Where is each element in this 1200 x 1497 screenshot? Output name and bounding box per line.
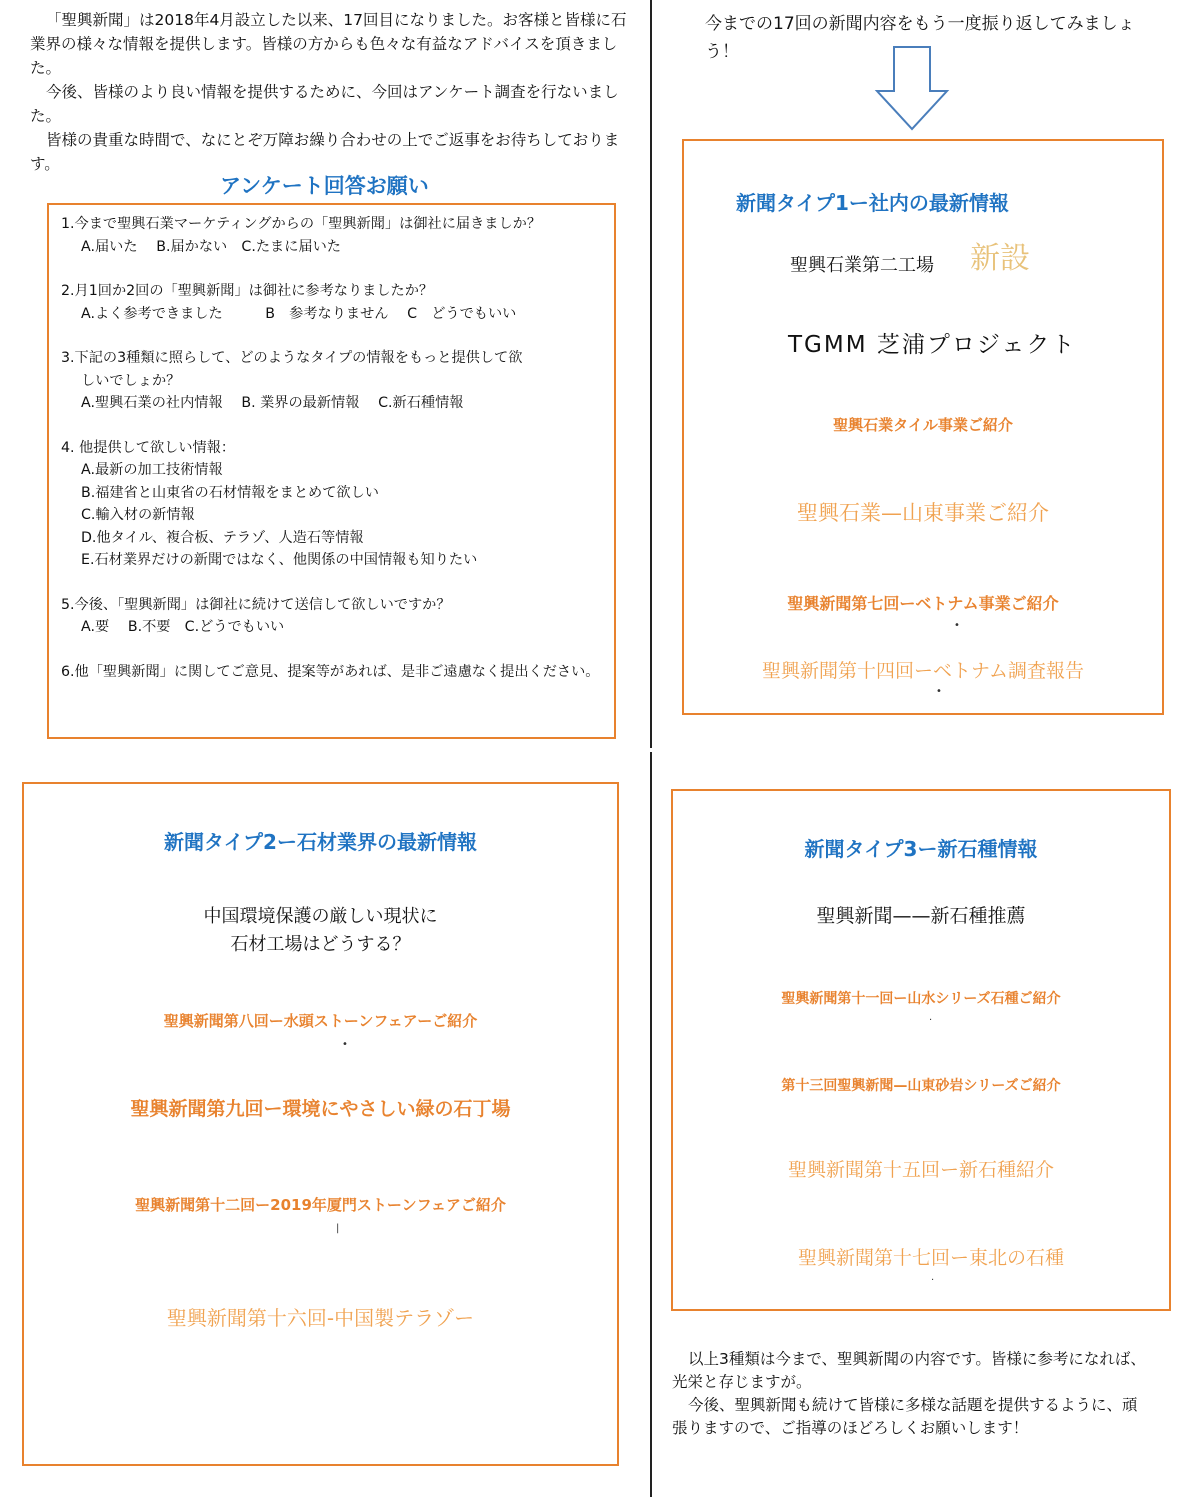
newspaper-type-2-box (22, 782, 619, 1466)
type-1-dot-2: • (936, 686, 942, 697)
survey-question-4-option-e: E.石材業界だけの新聞ではなく、他関係の中国情報も知りたい (81, 552, 478, 568)
intro-paragraph-2: 今後、皆様のより良い情報を提供するために、今回はアンケート調査を行ないました。 (30, 83, 619, 125)
type-2-headline-1: 中国環境保護の厳しい現状に (203, 906, 438, 927)
survey-question-5-options: A.要 B.不要 C.どうでもいい (81, 619, 285, 635)
survey-question-1-text: 1.今まで聖興石業マーケティングからの「聖興新聞」は御社に届きましか？ (61, 216, 542, 232)
type-3-item-2: 第十三回聖興新聞—山東砂岩シリーズご紹介 (781, 1078, 1061, 1094)
type-1-new-badge: 新設 (970, 241, 1030, 276)
survey-question-4-text: 4. 他提供して欲しい情報： (61, 439, 236, 456)
survey-question-4-option-b: B.福建省と山東省の石材情報をまとめて欲しい (81, 484, 379, 501)
survey-question-5 (61, 594, 602, 639)
type-3-title: 新聞タイプ3ー新石種情報 (804, 837, 1038, 861)
survey-question-4 (61, 437, 602, 572)
column-divider-bottom (650, 752, 652, 1497)
survey-question-3-text-cont: しいでしょか？ (81, 372, 181, 389)
type-2-headline-2: 石材工場はどうする？ (230, 934, 411, 955)
type-2-item-2: 聖興新聞第九回ー環境にやさしい緑の石丁場 (130, 1098, 511, 1120)
down-arrow-icon (874, 45, 950, 135)
column-divider-top (650, 0, 652, 748)
survey-question-5-text: 5.今後、「聖興新聞」は御社に続けて送信して欲しいですか？ (61, 596, 451, 613)
survey-question-2-text: 2.月1回か2回の「聖興新聞」は御社に参考なりましたか？ (61, 283, 434, 299)
survey-question-1 (61, 213, 602, 258)
type-1-line-2: TGMM 芝浦プロジェクト (788, 332, 1077, 358)
survey-box (47, 203, 616, 739)
type-1-item-4: 聖興新聞第十四回ーベトナム調査報告 (761, 660, 1085, 682)
type-1-item-2: 聖興石業—山東事業ご紹介 (797, 501, 1049, 525)
survey-question-1-options: A.届いた B.届かない C.たまに届いた (81, 238, 341, 255)
type-1-item-3: 聖興新聞第七回ーベトナム事業ご紹介 (787, 594, 1059, 613)
intro-paragraph-3: 皆様の貴重な時間で、なにとぞ万障お繰り合わせの上でご返事をお待ちしております。 (30, 131, 620, 173)
newspaper-type-3-box (671, 789, 1171, 1311)
type-2-item-3: 聖興新聞第十二回ー2019年厦門ストーンフェアご紹介 (135, 1196, 506, 1214)
type-2-title: 新聞タイプ2ー石材業界の最新情報 (164, 830, 477, 854)
newspaper-type-1-box (682, 139, 1164, 715)
intro-paragraph-1: 「聖興新聞」は2018年4月設立した以来、17回目になりました。お客様と皆様に石業界の様々な情報を提供します。皆様の方からも色々な有益なアドバイスを頂きました。 (30, 11, 627, 77)
type-3-item-4: 聖興新聞第十七回ー東北の石種 (797, 1247, 1064, 1269)
type-2-item-4: 聖興新聞第十六回-中国製テラゾー (166, 1306, 475, 1330)
survey-question-3-options: A.聖興石業の社内情報 B. 業界の最新情報 C.新石種情報 (81, 395, 464, 411)
survey-question-4-option-c: C.輸入材の新情報 (81, 507, 195, 523)
survey-question-3-text: 3.下記の3種類に照らして、どのようなタイプの情報をもっと提供して欲 (61, 350, 523, 366)
survey-question-6 (61, 661, 602, 684)
type-3-dot-2: . (931, 1272, 935, 1283)
type-2-item-1: 聖興新聞第八回ー水頭ストーンフェアーご紹介 (163, 1012, 478, 1030)
type-3-headline: 聖興新聞——新石種推薦 (816, 905, 1026, 927)
outro-paragraph-1: 以上3種類は今まで、聖興新聞の内容です。皆様に参考になれば、光栄と存じますが。 (672, 1350, 1146, 1391)
type-1-dot-1: • (954, 620, 960, 631)
type-1-item-1: 聖興石業タイル事業ご紹介 (833, 416, 1013, 434)
survey-title: アンケート回答お願い (220, 174, 429, 198)
survey-question-4-option-a: A.最新の加工技術情報 (81, 462, 223, 478)
type-2-dot-1: • (342, 1039, 348, 1050)
outro-paragraph-2: 今後、聖興新聞も続けて皆様に多様な話題を提供するように、頑張りますので、ご指導のほどろしくお願いします！ (672, 1396, 1138, 1437)
survey-question-2 (61, 280, 602, 325)
intro-text (30, 8, 630, 176)
type-3-item-1: 聖興新聞第十一回ー山水シリーズ石種ご紹介 (781, 991, 1061, 1007)
type-3-dot-1: . (929, 1012, 933, 1023)
survey-question-2-options: A.よく参考できました B 参考なりません C どうでもいい (81, 305, 517, 322)
review-text: 今までの17回の新聞内容をもう一度振り返してみましょう！ (705, 14, 1135, 62)
type-2-dot-2: | (336, 1223, 340, 1234)
outro-text (672, 1348, 1152, 1440)
survey-question-6-text: 6.他「聖興新聞」に関してご意見、提案等があれば、是非ご遠慮なく提出ください。 (61, 663, 600, 680)
type-1-title: 新聞タイプ1ー社内の最新情報 (736, 191, 1009, 215)
type-3-item-3: 聖興新聞第十五回ー新石種紹介 (787, 1159, 1054, 1181)
survey-question-3 (61, 347, 602, 415)
type-1-line-1: 聖興石業第二工場 (790, 255, 934, 276)
survey-question-4-option-d: D.他タイル、複合板、テラゾ、人造石等情報 (81, 529, 364, 546)
